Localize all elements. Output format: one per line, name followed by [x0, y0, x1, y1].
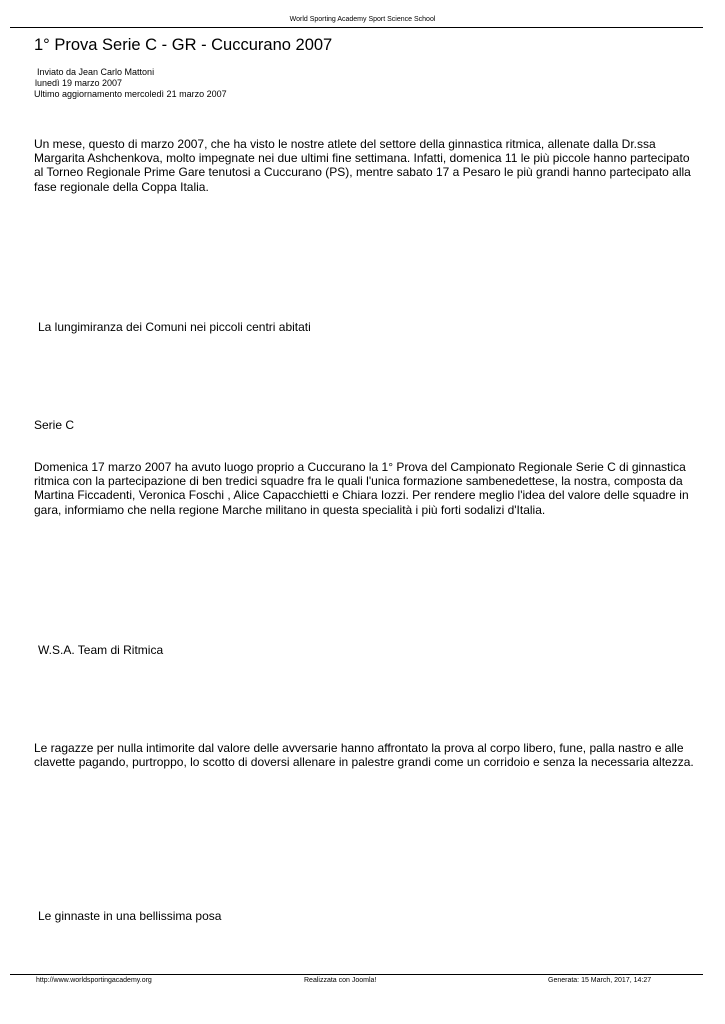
- footer-powered-by: Realizzata con Joomla!: [304, 977, 377, 984]
- intro-paragraph: Un mese, questo di marzo 2007, che ha visto le nostre atlete del settore della ginnastica ritmica, allenate dalla Dr.ssa Margarita Ashchenkova, molto impegnate nei due ultimi fine settimana. Infatti, domenica 11 le più piccole hanno partecipato al Torneo Regionale Prime Gare tenutosi a Cuccurano (PS), mentre sabato 17 a Pesaro le più grandi hanno partecipato alla fase regionale della Coppa Italia.: [34, 137, 691, 194]
- image-caption: La lungimiranza dei Comuni nei piccoli centri abitati: [38, 320, 311, 334]
- site-header: World Sporting Academy Sport Science School: [289, 16, 436, 23]
- section-heading: Serie C: [34, 418, 75, 432]
- footer-divider: [10, 974, 703, 975]
- footer-generated-date: Generata: 15 March, 2017, 14:27: [548, 977, 652, 984]
- serie-c-paragraph: Domenica 17 marzo 2007 ha avuto luogo proprio a Cuccurano la 1° Prova del Campionato Regionale Serie C di ginnastica ritmica con la partecipazione di ben tredici squadre fra le quali l'unica formazione sambenedettese, la nostra, composta da Martina Ficcadenti, Veronica Foschi , Alice Capacchietti e Chiara Iozzi. Per rendere meglio l'idea del valore delle squadre in gara, informiamo che nella regione Marche militano in questa specialità i più forti sodalizi d'Italia.: [34, 460, 689, 517]
- image-caption: Le ginnaste in una bellissima posa: [38, 909, 222, 923]
- ragazze-paragraph: Le ragazze per nulla intimorite dal valore delle avversarie hanno affrontato la prova al corpo libero, fune, palla nastro e alle clavette pagando, purtroppo, lo scotto di doversi allenare in palestre grandi come un corridoio e senza la necessaria altezza.: [34, 741, 694, 770]
- article-title: 1° Prova Serie C - GR - Cuccurano 2007: [34, 36, 333, 54]
- header-divider: [10, 27, 703, 28]
- footer-url-link[interactable]: http://www.worldsportingacademy.org: [36, 977, 152, 984]
- last-updated: Ultimo aggiornamento mercoledì 21 marzo 2007: [34, 89, 227, 99]
- publish-date: lunedì 19 marzo 2007: [35, 78, 123, 88]
- image-caption: W.S.A. Team di Ritmica: [38, 643, 164, 657]
- author-line: Inviato da Jean Carlo Mattoni: [37, 67, 155, 77]
